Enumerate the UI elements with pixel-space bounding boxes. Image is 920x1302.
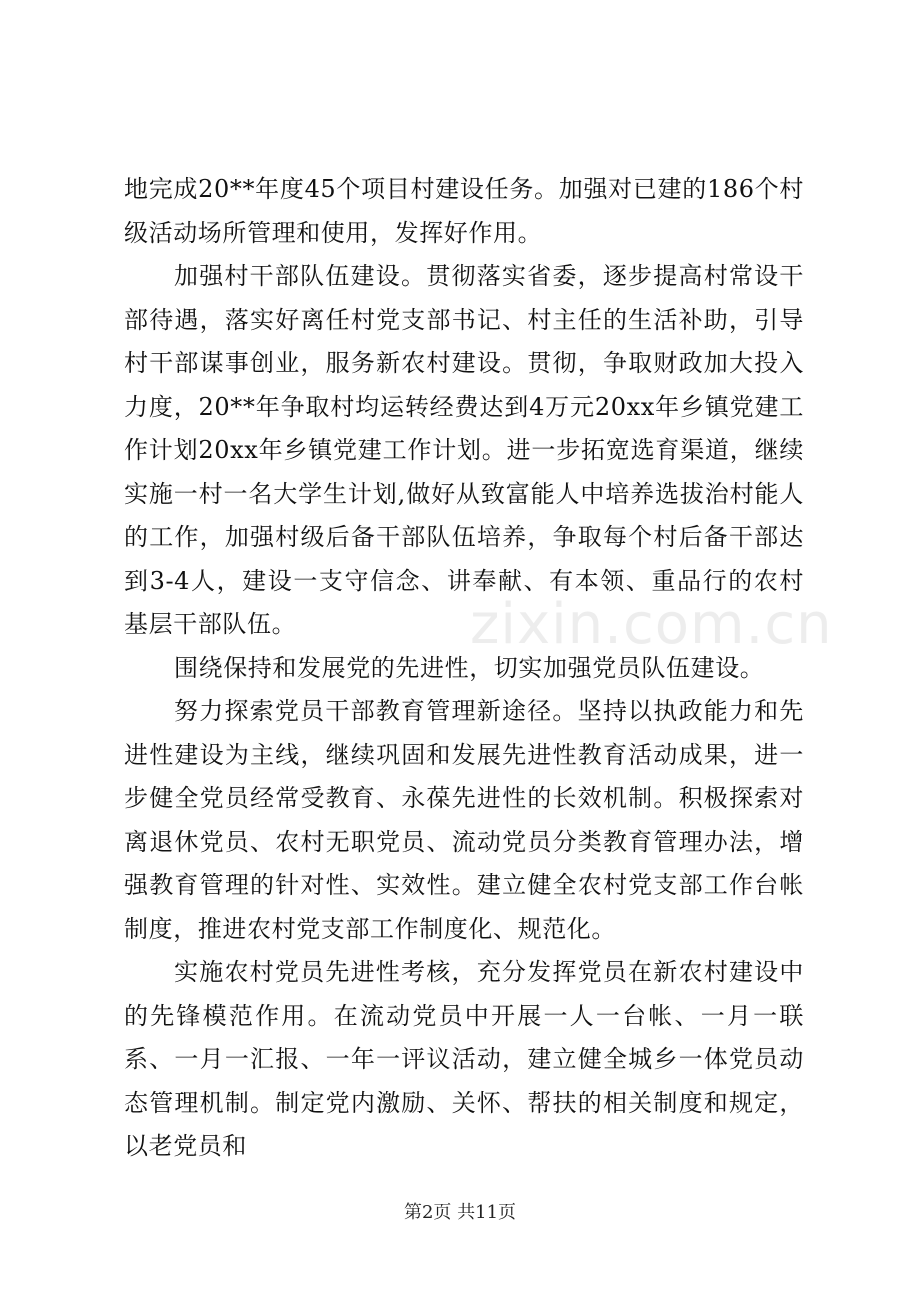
- paragraph-3: 围绕保持和发展党的先进性，切实加强党员队伍建设。: [174, 653, 765, 682]
- watermark: zixin.com.cn: [470, 592, 833, 657]
- paragraph-5: 实施农村党员先进性考核，充分发挥党员在新农村建设中的先锋模范作用。在流动党员中开展一人一台帐、一月一联系、一月一汇报、一年一评议活动，建立健全城乡一体党员动态管理机制。制定党内激励、关怀、帮扶的相关制度和规定，以老党员和: [124, 958, 804, 1160]
- paragraph-1: 地完成20**年度45个项目村建设任务。加强对已建的186个村级活动场所管理和使用，发挥好作用。: [124, 175, 804, 247]
- paragraph-2: 加强村干部队伍建设。贯彻落实省委，逐步提高村常设干部待遇，落实好离任村党支部书记、村主任的生活补助，引导村干部谋事创业，服务新农村建设。贯彻，争取财政加大投入力度，20**年争取村均运转经费达到4万元20xx年乡镇党建工作计划20xx年乡镇党建工作计划。进一步拓宽选育渠道，继续实施一村一名大学生计划,做好从致富能人中培养选拔治村能人的工作，加强村级后备干部队伍培养，争取每个村后备干部达到3-4人，建设一支守信念、讲奉献、有本领、重品行的农村基层干部队伍。: [124, 262, 804, 638]
- document-body: [124, 168, 804, 1169]
- paragraph-4: 努力探索党员干部教育管理新途径。坚持以执政能力和先进性建设为主线，继续巩固和发展先进性教育活动成果，进一步健全党员经常受教育、永葆先进性的长效机制。积极探索对离退休党员、农村无职党员、流动党员分类教育管理办法，增强教育管理的针对性、实效性。建立健全农村党支部工作台帐制度，推进农村党支部工作制度化、规范化。: [124, 697, 804, 943]
- page-number-footer: 第2页 共11页: [403, 1202, 517, 1223]
